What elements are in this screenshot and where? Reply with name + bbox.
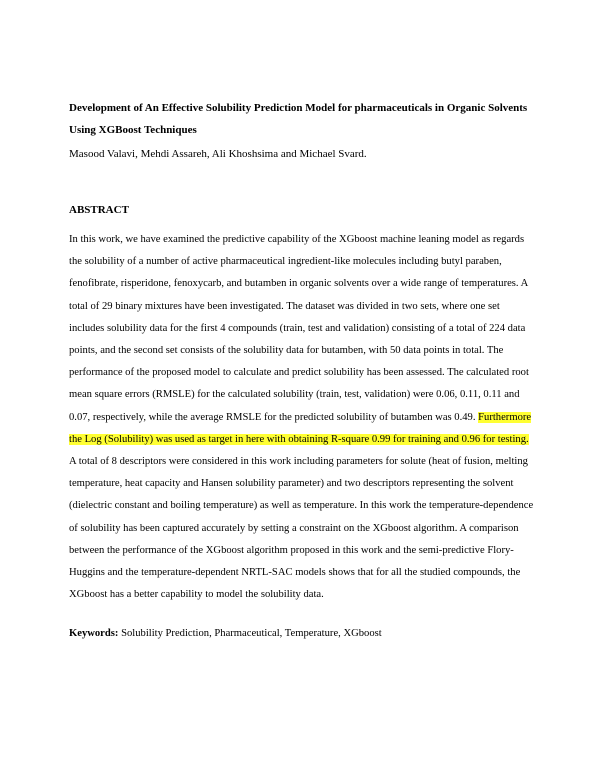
keywords-text: Solubility Prediction, Pharmaceutical, Temperature, XGboost: [121, 628, 382, 639]
keywords-label: Keywords:: [69, 628, 119, 639]
paper-title: Development of An Effective Solubility Prediction Model for pharmaceuticals in Organic Solvents Using XGBoost Techniques: [69, 102, 528, 136]
author-list: Masood Valavi, Mehdi Assareh, Ali Khoshsima and Michael Svard.: [69, 148, 367, 160]
abstract-heading: ABSTRACT: [69, 204, 129, 216]
abstract-text-part-2: A total of 8 descriptors were considered in this work including parameters for solute (heat of fusion, melting temperature, heat capacity and Hansen solubility parameter) and two descriptors representing the solvent (dielectric constant and boiling temperature) as well as temperature. In this work the temperature-dependence of solubility has been captured accurately by setting a constraint on the XGboost algorithm. A comparison between the performance of the XGboost algorithm proposed in this work and the semi-predictive Flory-Huggins and the temperature-dependent NRTL-SAC models shows that for all the studied compounds, the XGboost has a better capability to model the solubility data.: [69, 456, 534, 601]
keywords-line: [69, 626, 535, 642]
abstract-text-part-1: In this work, we have examined the predictive capability of the XGboost machine leaning model as regards the solubility of a number of active pharmaceutical ingredient-like molecules including butyl paraben, fenofibrate, risperidone, fenoxycarb, and butamben in organic solvents over a wide range of temperatures. A total of 29 binary mixtures have been investigated. The dataset was divided in two sets, where one set includes solubility data for the first 4 compounds (train, test and validation) consisting of a total of 224 data points, and the second set consists of the solubility data for butamben, with 50 data points in total. The performance of the proposed model to calculate and predict solubility has been assessed. The calculated root mean square errors (RMSLE) for the calculated solubility (train, test, validation) were 0.06, 0.11, 0.11 and 0.07, respectively, while the average RMSLE for the predicted solubility of butamben was 0.49.: [69, 234, 529, 423]
abstract-body: [69, 229, 535, 606]
highlighted-sentence: Furthermore the Log (Solubility) was used as target in here with obtaining R-square 0.99 for training and 0.96 for testing.: [69, 411, 532, 445]
